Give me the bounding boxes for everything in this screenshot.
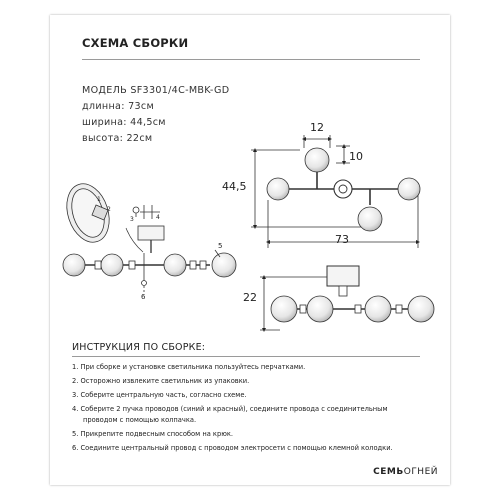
instruction-step-3: 3. Соберите центральную часть, согласно схеме. [72, 391, 247, 399]
brand-bold: СЕМЬ [373, 467, 404, 477]
instruction-step-1: 1. При сборке и установке светильника пользуйтесь перчатками. [72, 363, 306, 371]
instruction-step-6: 6. Соедините центральный провод с проводом электросети с помощью клемной колодки. [72, 444, 393, 452]
dim-top-height: 10 [349, 150, 363, 163]
instructions-divider [72, 356, 420, 357]
instructions-title: ИНСТРУКЦИЯ ПО СБОРКЕ: [72, 342, 206, 353]
callout-3: 3 [130, 216, 134, 223]
instruction-step-2: 2. Осторожно извлеките светильник из упаковки. [72, 377, 250, 385]
brand-light: ОГНЕЙ [403, 467, 438, 477]
page-title: СХЕМА СБОРКИ [82, 36, 189, 50]
spec-model: МОДЕЛЬ SF3301/4C-MBK-GD [82, 85, 230, 96]
top-view-drawing [251, 135, 420, 248]
instruction-step-5: 5. Прикрепите подвесным способом на крюк. [72, 430, 233, 438]
spec-length: длинна: 73см [82, 101, 155, 112]
front-view-drawing [260, 266, 434, 330]
spec-width: ширина: 44,5см [82, 117, 166, 128]
callout-1: 1 [97, 196, 101, 203]
exploded-view-drawing [60, 178, 236, 293]
callout-2: 2 [107, 206, 111, 213]
dim-length: 73 [335, 233, 349, 246]
brand-logo [373, 467, 438, 477]
callout-4: 4 [156, 214, 160, 221]
callout-5: 5 [218, 242, 223, 250]
dim-side-height: 44,5 [222, 180, 247, 193]
callout-6: 6 [141, 293, 146, 301]
instruction-step-4: 4. Соберите 2 пучка проводов (синий и красный), соедините провода с соединительным [72, 405, 388, 413]
instruction-step-4-cont: проводом с помощью колпачка. [83, 416, 197, 424]
dim-top-width: 12 [310, 121, 324, 134]
dim-front-height: 22 [243, 291, 257, 304]
spec-height: высота: 22см [82, 133, 153, 144]
